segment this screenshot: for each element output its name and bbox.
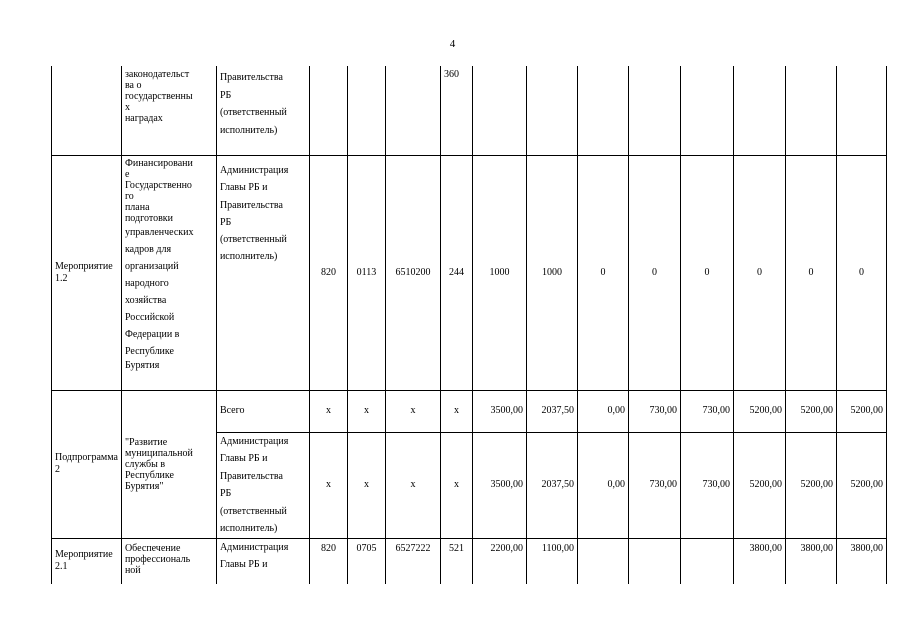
name-line: Государственно: [124, 179, 192, 191]
page-number: 4: [449, 38, 456, 50]
name-line: наградах: [124, 113, 163, 124]
executor-line: Правительства: [219, 72, 283, 83]
value-cell: 5200,00: [733, 432, 785, 538]
name-line: Обеспечение: [124, 542, 181, 554]
value-cell: 3800,00: [785, 538, 836, 584]
rzpr-cell: х: [347, 390, 385, 432]
value-cell: 730,00: [628, 390, 680, 432]
value-cell: 0,00: [577, 390, 628, 432]
name-line: Федерации в: [124, 328, 180, 340]
name-line: Российской: [124, 311, 175, 323]
value-cell: [785, 66, 836, 155]
executor-line: Правительства: [219, 470, 283, 482]
vr-cell: 360: [440, 66, 472, 155]
executor-line: исполнитель): [219, 523, 278, 534]
executor-line: Главы РБ и: [219, 182, 268, 193]
name-cell: [121, 155, 216, 390]
rzpr-cell: 0113: [347, 155, 385, 390]
executor-line: Главы РБ и: [219, 453, 268, 464]
executor-cell: Всего: [216, 390, 309, 432]
label-cell: [52, 66, 122, 155]
executor-line: (ответственный: [219, 234, 287, 245]
value-cell: 0: [628, 155, 680, 390]
executor-line: Главы РБ и: [219, 559, 268, 570]
name-line: профессиональ: [124, 553, 191, 565]
csr-cell: х: [385, 432, 440, 538]
name-line: Бурятия: [124, 359, 160, 371]
rzpr-cell: х: [347, 432, 385, 538]
value-cell: [733, 66, 785, 155]
value-cell: 2037,50: [526, 390, 577, 432]
executor-line: Администрация: [219, 541, 289, 553]
value-cell: 3500,00: [472, 432, 526, 538]
name-line: народного: [124, 277, 169, 289]
table-row: [52, 155, 887, 390]
name-line: хозяйства: [124, 294, 167, 306]
budget-table: [51, 66, 887, 584]
value-cell: [628, 538, 680, 584]
name-cell: [121, 66, 216, 155]
vr-cell: х: [440, 390, 472, 432]
name-line: управленческих: [124, 226, 194, 238]
grbs-cell: [309, 66, 347, 155]
value-cell: 0: [733, 155, 785, 390]
name-line: ной: [124, 564, 141, 576]
name-line: государственны: [124, 91, 193, 102]
executor-cell: [216, 155, 309, 390]
executor-cell: [216, 538, 309, 584]
value-cell: 0: [836, 155, 886, 390]
name-line: кадров для: [124, 243, 172, 255]
csr-cell: [385, 66, 440, 155]
value-cell: [628, 66, 680, 155]
value-cell: [680, 538, 733, 584]
value-cell: 1100,00: [526, 538, 577, 584]
executor-line: исполнитель): [219, 124, 278, 136]
value-cell: 2037,50: [526, 432, 577, 538]
value-cell: 3800,00: [836, 538, 886, 584]
name-line: законодательст: [124, 69, 190, 80]
executor-line: исполнитель): [219, 251, 278, 262]
csr-cell: х: [385, 390, 440, 432]
value-cell: [472, 66, 526, 155]
value-cell: 0: [680, 155, 733, 390]
name-cell: "Развитие муниципальной службы в Республике Бурятия": [121, 390, 216, 538]
name-line: е: [124, 168, 130, 180]
value-cell: 1000: [526, 155, 577, 390]
table-row: [52, 390, 887, 432]
label-cell: Подпрограмма 2: [52, 390, 122, 538]
csr-cell: 6510200: [385, 155, 440, 390]
name-cell: [121, 538, 216, 584]
name-line: го: [124, 190, 134, 202]
name-line: Республике: [124, 345, 174, 357]
executor-cell: [216, 66, 309, 155]
table-row: [52, 66, 887, 155]
value-cell: [526, 66, 577, 155]
executor-line: (ответственный: [219, 505, 287, 517]
label-cell: Мероприятие 1.2: [52, 155, 122, 390]
executor-line: Администрация: [219, 164, 289, 176]
name-line: организаций: [124, 260, 179, 272]
table-row: [52, 538, 887, 584]
value-cell: 3500,00: [472, 390, 526, 432]
grbs-cell: х: [309, 390, 347, 432]
executor-line: РБ: [219, 488, 232, 499]
value-cell: 3800,00: [733, 538, 785, 584]
executor-line: (ответственный: [219, 107, 287, 118]
name-line: ва о: [124, 80, 142, 91]
executor-line: Администрация: [219, 435, 289, 447]
executor-line: Правительства: [219, 199, 283, 211]
value-cell: 730,00: [628, 432, 680, 538]
value-cell: [680, 66, 733, 155]
label-cell: Мероприятие 2.1: [52, 538, 122, 584]
value-cell: 5200,00: [836, 432, 886, 538]
grbs-cell: 820: [309, 538, 347, 584]
value-cell: 0: [785, 155, 836, 390]
executor-line: РБ: [219, 89, 232, 101]
rzpr-cell: 0705: [347, 538, 385, 584]
value-cell: 2200,00: [472, 538, 526, 584]
value-cell: 0: [577, 155, 628, 390]
value-cell: 0,00: [577, 432, 628, 538]
executor-line: РБ: [219, 217, 232, 228]
value-cell: 730,00: [680, 390, 733, 432]
value-cell: 5200,00: [785, 390, 836, 432]
value-cell: [577, 538, 628, 584]
value-cell: 1000: [472, 155, 526, 390]
value-cell: 5200,00: [785, 432, 836, 538]
name-line: Финансировани: [124, 157, 193, 169]
grbs-cell: 820: [309, 155, 347, 390]
value-cell: 5200,00: [836, 390, 886, 432]
csr-cell: 6527222: [385, 538, 440, 584]
name-line: плана: [124, 201, 150, 213]
vr-cell: 521: [440, 538, 472, 584]
value-cell: 730,00: [680, 432, 733, 538]
value-cell: [577, 66, 628, 155]
value-cell: [836, 66, 886, 155]
vr-cell: 244: [440, 155, 472, 390]
rzpr-cell: [347, 66, 385, 155]
value-cell: 5200,00: [733, 390, 785, 432]
name-line: подготовки: [124, 212, 173, 224]
grbs-cell: х: [309, 432, 347, 538]
vr-cell: х: [440, 432, 472, 538]
name-line: х: [124, 102, 130, 113]
executor-cell: [216, 432, 309, 538]
